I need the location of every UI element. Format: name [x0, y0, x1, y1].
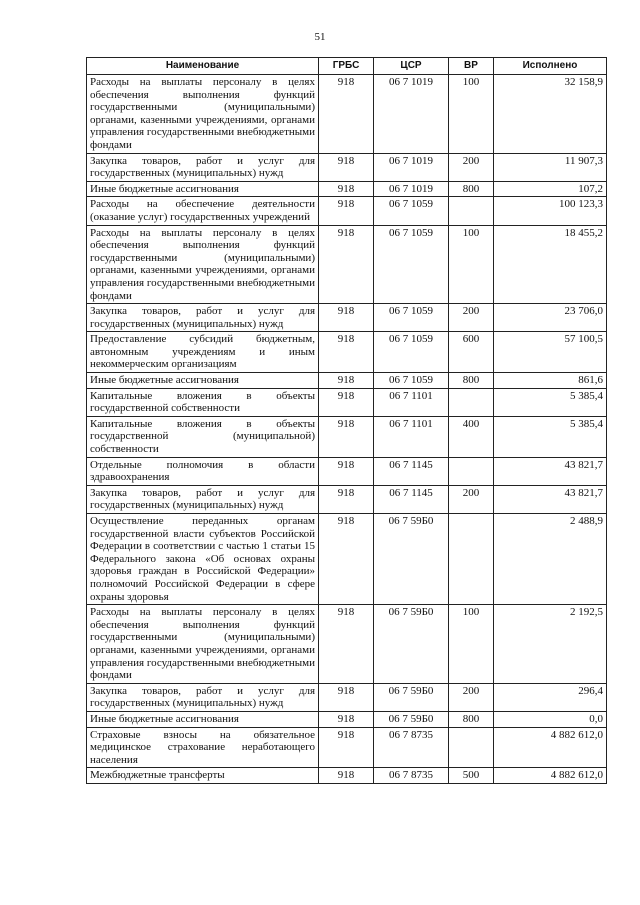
cell-vr: 100	[449, 75, 494, 154]
cell-csr: 06 7 59Б0	[374, 711, 449, 727]
cell-grbs: 918	[319, 727, 374, 768]
cell-grbs: 918	[319, 485, 374, 513]
cell-grbs: 918	[319, 197, 374, 225]
cell-grbs: 918	[319, 768, 374, 784]
cell-grbs: 918	[319, 181, 374, 197]
table-row	[87, 416, 607, 457]
cell-grbs: 918	[319, 683, 374, 711]
cell-amount: 23 706,0	[494, 304, 607, 332]
cell-name: Закупка товаров, работ и услуг для государственных (муниципальных) нужд	[87, 683, 319, 711]
budget-table	[86, 57, 607, 784]
cell-name: Предоставление субсидий бюджетным, автономным учреждениям и иным некоммерческим организациям	[87, 332, 319, 373]
table-row	[87, 181, 607, 197]
cell-name: Капитальные вложения в объекты государственной собственности	[87, 388, 319, 416]
table-row	[87, 153, 607, 181]
cell-vr: 800	[449, 373, 494, 389]
cell-amount: 5 385,4	[494, 416, 607, 457]
cell-grbs: 918	[319, 75, 374, 154]
cell-amount: 43 821,7	[494, 457, 607, 485]
cell-csr: 06 7 1019	[374, 181, 449, 197]
cell-csr: 06 7 59Б0	[374, 605, 449, 684]
cell-name: Расходы на обеспечение деятельности (оказание услуг) государственных учреждений	[87, 197, 319, 225]
cell-vr: 200	[449, 683, 494, 711]
cell-grbs: 918	[319, 457, 374, 485]
cell-vr	[449, 457, 494, 485]
table-row	[87, 514, 607, 605]
cell-csr: 06 7 1059	[374, 304, 449, 332]
header-name: Наименование	[87, 58, 319, 75]
cell-grbs: 918	[319, 514, 374, 605]
header-vr: ВР	[449, 58, 494, 75]
header-amount: Исполнено	[494, 58, 607, 75]
table-row	[87, 727, 607, 768]
cell-csr: 06 7 8735	[374, 727, 449, 768]
cell-name: Расходы на выплаты персоналу в целях обеспечения выполнения функций государственными (муниципальными) органами, казенными учреждениями, органами управления государственными внебюджетными фондами	[87, 225, 319, 304]
cell-name: Отдельные полномочия в области здравоохранения	[87, 457, 319, 485]
cell-amount: 2 192,5	[494, 605, 607, 684]
cell-amount: 18 455,2	[494, 225, 607, 304]
cell-name: Иные бюджетные ассигнования	[87, 181, 319, 197]
cell-amount: 11 907,3	[494, 153, 607, 181]
table-row	[87, 75, 607, 154]
cell-grbs: 918	[319, 153, 374, 181]
cell-amount: 5 385,4	[494, 388, 607, 416]
cell-name: Страховые взносы на обязательное медицинское страхование неработающего населения	[87, 727, 319, 768]
cell-amount: 32 158,9	[494, 75, 607, 154]
table-row	[87, 225, 607, 304]
cell-csr: 06 7 8735	[374, 768, 449, 784]
cell-vr: 600	[449, 332, 494, 373]
cell-csr: 06 7 1145	[374, 485, 449, 513]
cell-grbs: 918	[319, 304, 374, 332]
cell-csr: 06 7 1101	[374, 388, 449, 416]
cell-grbs: 918	[319, 388, 374, 416]
cell-csr: 06 7 1059	[374, 197, 449, 225]
cell-name: Закупка товаров, работ и услуг для государственных (муниципальных) нужд	[87, 304, 319, 332]
cell-name: Капитальные вложения в объекты государственной (муниципальной) собственности	[87, 416, 319, 457]
cell-grbs: 918	[319, 416, 374, 457]
cell-name: Осуществление переданных органам государственной власти субъектов Российской Федерации в соответствии с частью 1 статьи 15 Федерального закона «Об основах охраны здоровья граждан в Российской Федерации» полномочий Российской Федерации в сфере охраны здоровья	[87, 514, 319, 605]
table-row	[87, 388, 607, 416]
cell-name: Закупка товаров, работ и услуг для государственных (муниципальных) нужд	[87, 153, 319, 181]
cell-vr	[449, 197, 494, 225]
cell-amount: 57 100,5	[494, 332, 607, 373]
table-row	[87, 197, 607, 225]
cell-amount: 4 882 612,0	[494, 727, 607, 768]
table-row	[87, 332, 607, 373]
cell-amount: 4 882 612,0	[494, 768, 607, 784]
cell-grbs: 918	[319, 605, 374, 684]
cell-vr	[449, 388, 494, 416]
cell-amount: 43 821,7	[494, 485, 607, 513]
cell-name: Иные бюджетные ассигнования	[87, 711, 319, 727]
header-grbs: ГРБС	[319, 58, 374, 75]
cell-csr: 06 7 1019	[374, 153, 449, 181]
cell-vr: 800	[449, 711, 494, 727]
cell-vr: 200	[449, 153, 494, 181]
cell-vr: 200	[449, 304, 494, 332]
cell-vr: 100	[449, 605, 494, 684]
header-csr: ЦСР	[374, 58, 449, 75]
cell-amount: 0,0	[494, 711, 607, 727]
cell-csr: 06 7 59Б0	[374, 514, 449, 605]
table-row	[87, 485, 607, 513]
cell-csr: 06 7 1059	[374, 225, 449, 304]
cell-vr: 100	[449, 225, 494, 304]
cell-vr: 800	[449, 181, 494, 197]
cell-csr: 06 7 1019	[374, 75, 449, 154]
table-body	[87, 75, 607, 784]
table-row	[87, 304, 607, 332]
cell-grbs: 918	[319, 225, 374, 304]
cell-name: Иные бюджетные ассигнования	[87, 373, 319, 389]
table-row	[87, 711, 607, 727]
cell-csr: 06 7 1145	[374, 457, 449, 485]
cell-name: Расходы на выплаты персоналу в целях обеспечения выполнения функций государственными (муниципальными) органами, казенными учреждениями, органами управления государственными внебюджетными фондами	[87, 75, 319, 154]
cell-amount: 861,6	[494, 373, 607, 389]
cell-vr: 400	[449, 416, 494, 457]
cell-grbs: 918	[319, 373, 374, 389]
cell-vr	[449, 514, 494, 605]
table-row	[87, 605, 607, 684]
page-number: 51	[314, 31, 326, 43]
cell-amount: 2 488,9	[494, 514, 607, 605]
table-row	[87, 457, 607, 485]
cell-name: Межбюджетные трансферты	[87, 768, 319, 784]
table-row	[87, 373, 607, 389]
table-row	[87, 768, 607, 784]
cell-grbs: 918	[319, 332, 374, 373]
cell-grbs: 918	[319, 711, 374, 727]
cell-vr	[449, 727, 494, 768]
cell-csr: 06 7 1059	[374, 373, 449, 389]
cell-amount: 296,4	[494, 683, 607, 711]
table-header-row	[87, 58, 607, 75]
cell-amount: 107,2	[494, 181, 607, 197]
table-row	[87, 683, 607, 711]
cell-vr: 500	[449, 768, 494, 784]
cell-csr: 06 7 1101	[374, 416, 449, 457]
cell-csr: 06 7 1059	[374, 332, 449, 373]
cell-vr: 200	[449, 485, 494, 513]
cell-name: Закупка товаров, работ и услуг для государственных (муниципальных) нужд	[87, 485, 319, 513]
cell-name: Расходы на выплаты персоналу в целях обеспечения выполнения функций государственными (муниципальными) органами, казенными учреждениями, органами управления государственными внебюджетными фондами	[87, 605, 319, 684]
cell-csr: 06 7 59Б0	[374, 683, 449, 711]
cell-amount: 100 123,3	[494, 197, 607, 225]
